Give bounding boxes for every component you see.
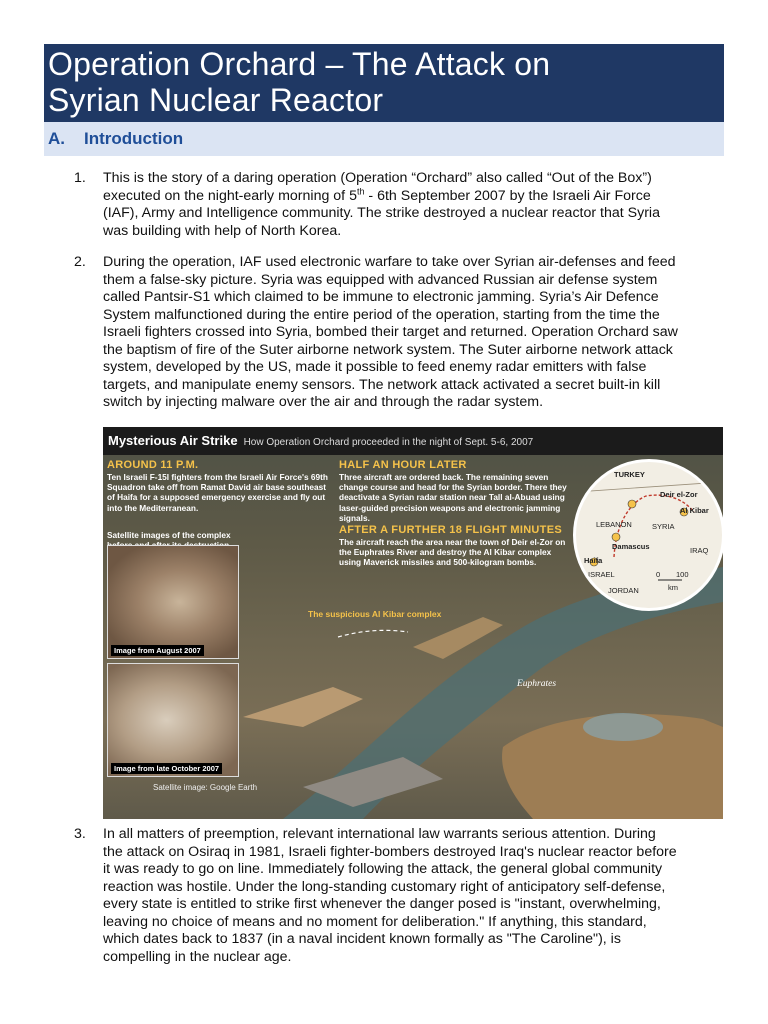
- section-label: Introduction: [84, 129, 184, 148]
- text-line: the attack on Osiraq in 1981, Israeli fighter-bombers destroyed Iraq's nuclear reactor before: [103, 843, 677, 860]
- text-line: them a false-sky picture. Syria was equipped with advanced Russian air defense system: [103, 271, 658, 288]
- step3-heading: AFTER A FURTHER 18 FLIGHT MINUTES: [339, 524, 562, 536]
- map-scale-unit: km: [668, 583, 678, 592]
- text-line: Israeli fighters crossed into Syria, bombed their target and returned. Operation Orchard saw: [103, 324, 678, 340]
- step1-text: Ten Israeli F-15I fighters from the Israeli Air Force's 69th Squadron take off from Ramat David air base southeast of Haifa for a supposed emergency exercise and fly out into the Mediterranean.: [107, 472, 328, 513]
- map-label-jordan: JORDAN: [608, 586, 639, 595]
- map-route: [576, 462, 722, 608]
- map-label-haifa: Haifa: [584, 556, 603, 565]
- step2-heading: HALF AN HOUR LATER: [339, 459, 467, 471]
- image-caption: Image from August 2007: [111, 645, 204, 656]
- map-label-deir: Deir el-Zor: [660, 490, 698, 499]
- paragraph-number: 1.: [74, 170, 86, 186]
- section-letter: A.: [48, 129, 65, 148]
- map-label-damascus: Damascus: [612, 542, 650, 551]
- text-line: reaction was hostile. Under the long-standing customary right of anticipatory self-defense,: [103, 878, 666, 895]
- text-line: (IAF), Army and Intelligence community. The strike destroyed a nuclear reactor that Syria: [103, 205, 660, 221]
- map-label-israel: ISRAEL: [588, 570, 615, 579]
- map-label-turkey: TURKEY: [614, 470, 645, 479]
- text-line: compelling in the nuclear age.: [103, 948, 292, 965]
- infographic-figure: [103, 427, 723, 819]
- satellite-image-after: [107, 663, 239, 777]
- map-label-iraq: IRAQ: [690, 546, 709, 555]
- target-label: The suspicious Al Kibar complex: [308, 609, 442, 619]
- text-line: called Pantsir-S1 which claimed to be immune to electronic jamming. Syria’s Air Defence: [103, 289, 659, 305]
- paragraph-3: [74, 826, 722, 966]
- map-scale-0: 0: [656, 570, 661, 579]
- satellite-image-before: [107, 545, 239, 659]
- text-line-with-superscript: executed on the night-early morning of 5th - 6th September 2007 by the Israeli Air Force: [103, 185, 651, 204]
- text-line: was building with help of North Korea.: [103, 222, 342, 239]
- paragraph-2: [74, 254, 722, 412]
- figure-subtitle: How Operation Orchard proceeded in the night of Sept. 5-6, 2007: [243, 437, 534, 448]
- paragraph-number: 2.: [74, 254, 86, 270]
- page-title-line1: Operation Orchard – The Attack on: [48, 46, 551, 82]
- map-label-lebanon: LEBANON: [596, 520, 632, 529]
- river-label: Euphrates: [517, 679, 557, 689]
- text-line: System malfunctioned during the entire period of the operation, starting from the time the: [103, 306, 660, 323]
- text-line: system, developed by the US, made it possible to feed enemy radar emitters with false: [103, 359, 647, 375]
- text-line: which dates back to 1837 (in a naval incident known formally as "The Caroline"), is: [103, 931, 621, 947]
- text-line: every state is entitled to strike first whenever the danger posed is "instant, overwhelming,: [103, 896, 661, 912]
- jet-shape: [243, 687, 363, 727]
- map-label-syria: SYRIA: [652, 522, 675, 531]
- title-banner: [44, 44, 724, 122]
- page-title-line2: Syrian Nuclear Reactor: [48, 82, 384, 118]
- figure-header: [103, 427, 723, 455]
- text-line: switch by injecting malware over the air and through the radar system.: [103, 394, 544, 410]
- text-line: leaving no choice of means and no moment for deliberation." If anything, this standard,: [103, 913, 647, 930]
- inset-map: [573, 459, 723, 611]
- section-heading: [44, 122, 724, 156]
- paragraph-1: [74, 170, 722, 240]
- text-line: This is the story of a daring operation (Operation “Orchard” also called “Out of the Box”): [103, 170, 652, 186]
- text-line: targets, and manipulate enemy sensors. The network attack activated a secret built-in kill: [103, 376, 661, 393]
- step2-text: Three aircraft are ordered back. The remaining seven change course and head for the Syrian border. There they deactivate a Syrian radar station near Tall al-Abuad using laser-guided precision weapons and electronic jamming signals.: [339, 472, 567, 523]
- map-label-alkibar: Al Kibar: [680, 506, 709, 515]
- step3-text: The aircraft reach the area near the town of Deir el-Zor on the Euphrates River and destroy the Al Kibar complex using Maverick missiles and 500-kilogram bombs.: [339, 537, 566, 568]
- map-scale-100: 100: [676, 570, 689, 579]
- text-line: it was ready to go on line. Immediately following the attack, the general global community: [103, 861, 663, 877]
- step1-heading: AROUND 11 P.M.: [107, 459, 199, 471]
- text-line: In all matters of preemption, relevant international law warrants serious attention. During: [103, 826, 656, 842]
- paragraph-number: 3.: [74, 826, 86, 842]
- satellite-label: Satellite images of the complex: [107, 530, 231, 540]
- figure-title: Mysterious Air Strike: [108, 433, 238, 448]
- image-credit: Satellite image: Google Earth: [153, 783, 258, 792]
- text-line: During the operation, IAF used electronic warfare to take over Syrian air-defenses and feed: [103, 254, 676, 270]
- text-line: the baptism of fire of the Suter airborne network system. The Suter airborne network attack: [103, 341, 673, 358]
- image-caption: Image from late October 2007: [111, 763, 222, 774]
